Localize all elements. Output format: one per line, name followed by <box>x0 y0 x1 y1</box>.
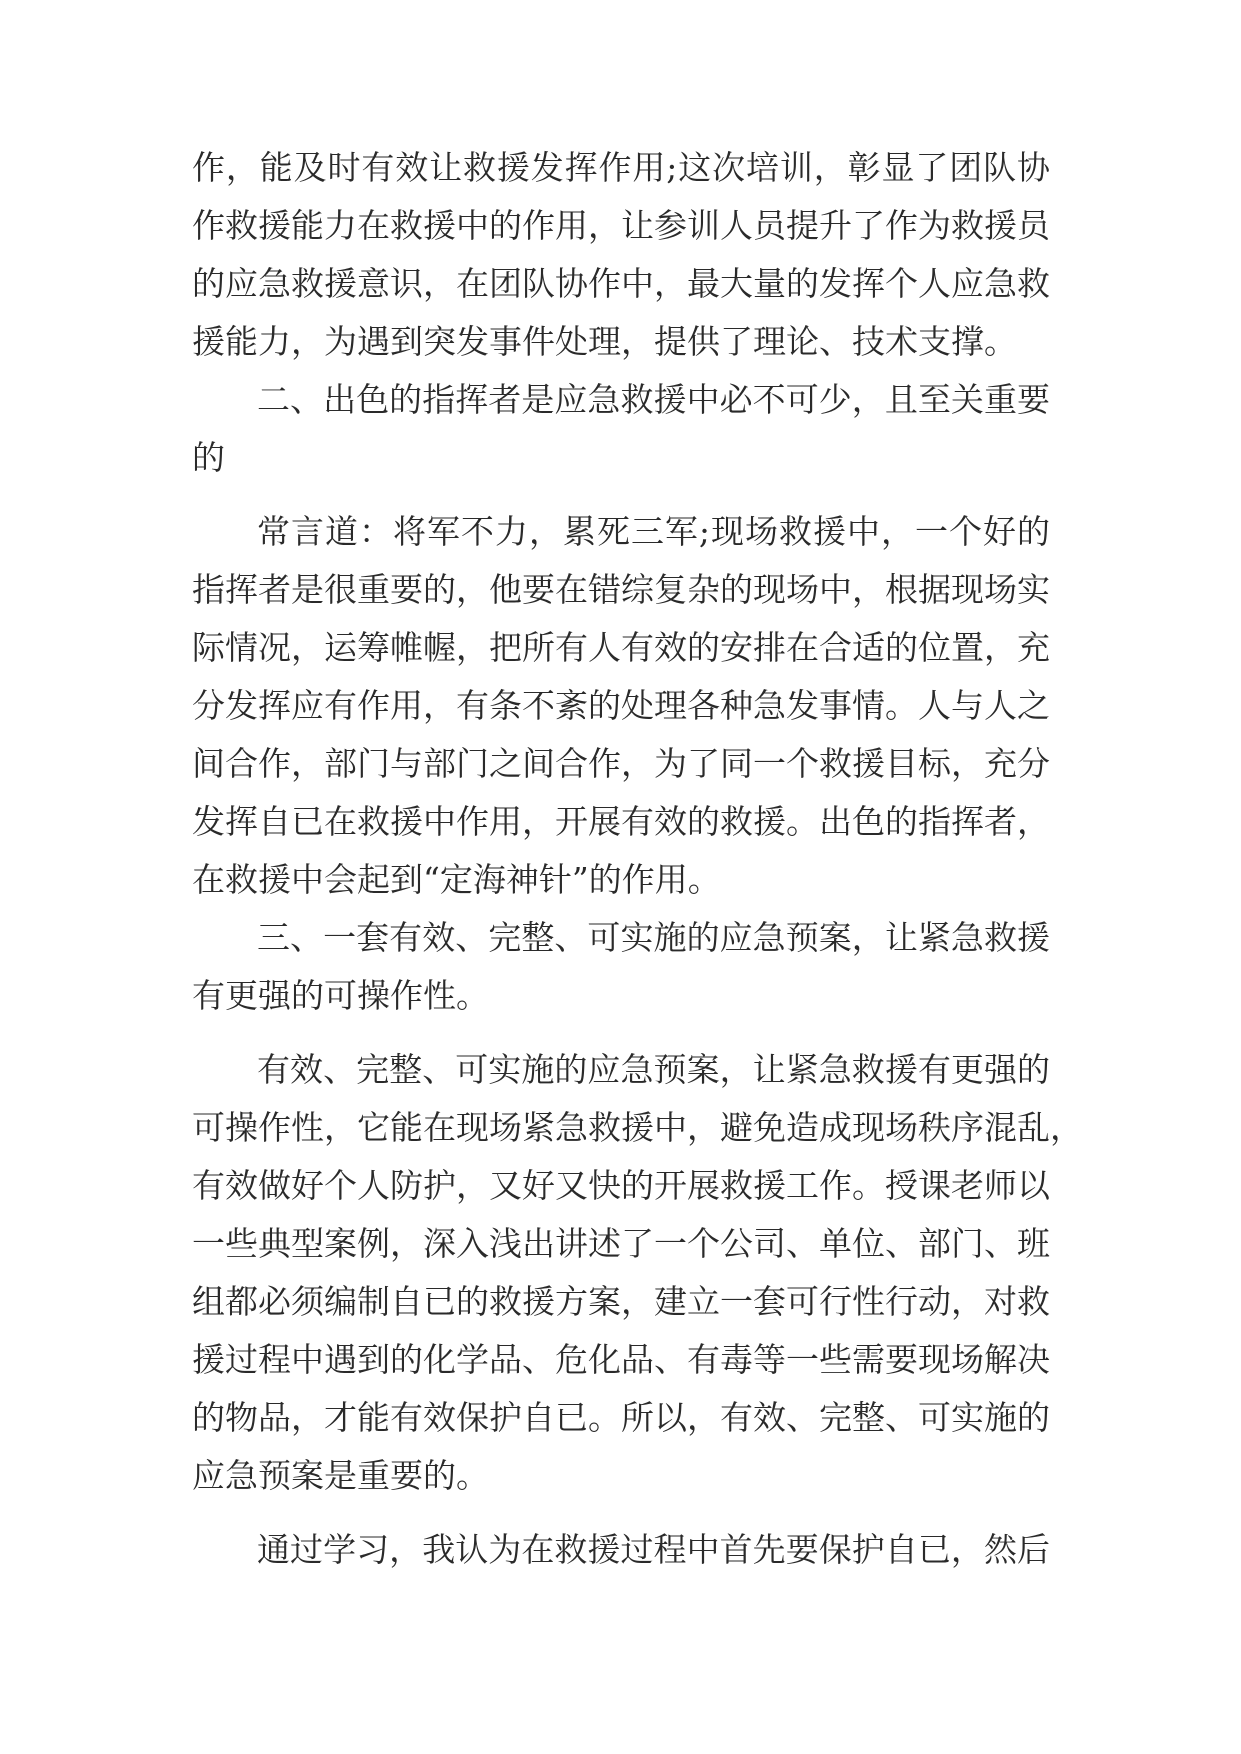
section-heading-line: 三、一套有效、完整、可实施的应急预案，让紧急救援 <box>257 918 1050 957</box>
text-line: 援能力，为遇到突发事件处理，提供了理论、技术支撑。 <box>192 322 1017 361</box>
text-line: 指挥者是很重要的，他要在错综复杂的现场中，根据现场实 <box>192 570 1050 609</box>
text-line: 发挥自已在救援中作用，开展有效的救援。出色的指挥者， <box>192 802 1050 841</box>
text-line: 间合作，部门与部门之间合作，为了同一个救援目标，充分 <box>192 744 1050 783</box>
section-heading-line: 的 <box>192 438 225 477</box>
text-line: 有效做好个人防护，又好又快的开展救援工作。授课老师以 <box>192 1166 1050 1205</box>
text-line: 可操作性，它能在现场紧急救援中，避免造成现场秩序混乱， <box>192 1108 1083 1147</box>
section-heading-line: 有更强的可操作性。 <box>192 976 489 1015</box>
text-line: 常言道：将军不力，累死三军;现场救援中，一个好的 <box>257 512 1050 551</box>
text-line: 援过程中遇到的化学品、危化品、有毒等一些需要现场解决 <box>192 1340 1050 1379</box>
text-line: 作，能及时有效让救援发挥作用;这次培训，彰显了团队协 <box>192 148 1050 187</box>
text-line: 组都必须编制自已的救援方案，建立一套可行性行动，对救 <box>192 1282 1050 1321</box>
text-line: 一些典型案例，深入浅出讲述了一个公司、单位、部门、班 <box>192 1224 1050 1263</box>
text-line: 应急预案是重要的。 <box>192 1456 489 1495</box>
text-line: 的应急救援意识，在团队协作中，最大量的发挥个人应急救 <box>192 264 1050 303</box>
text-line: 际情况，运筹帷幄，把所有人有效的安排在合适的位置，充 <box>192 628 1050 667</box>
text-line: 作救援能力在救援中的作用，让参训人员提升了作为救援员 <box>192 206 1050 245</box>
text-line: 在救援中会起到“定海神针”的作用。 <box>192 860 721 899</box>
text-line: 分发挥应有作用，有条不紊的处理各种急发事情。人与人之 <box>192 686 1050 725</box>
text-line: 有效、完整、可实施的应急预案，让紧急救援有更强的 <box>257 1050 1050 1089</box>
text-line: 通过学习，我认为在救援过程中首先要保护自已，然后 <box>257 1530 1050 1569</box>
section-heading-line: 二、出色的指挥者是应急救援中必不可少，且至关重要 <box>257 380 1050 419</box>
text-line: 的物品，才能有效保护自已。所以，有效、完整、可实施的 <box>192 1398 1050 1437</box>
